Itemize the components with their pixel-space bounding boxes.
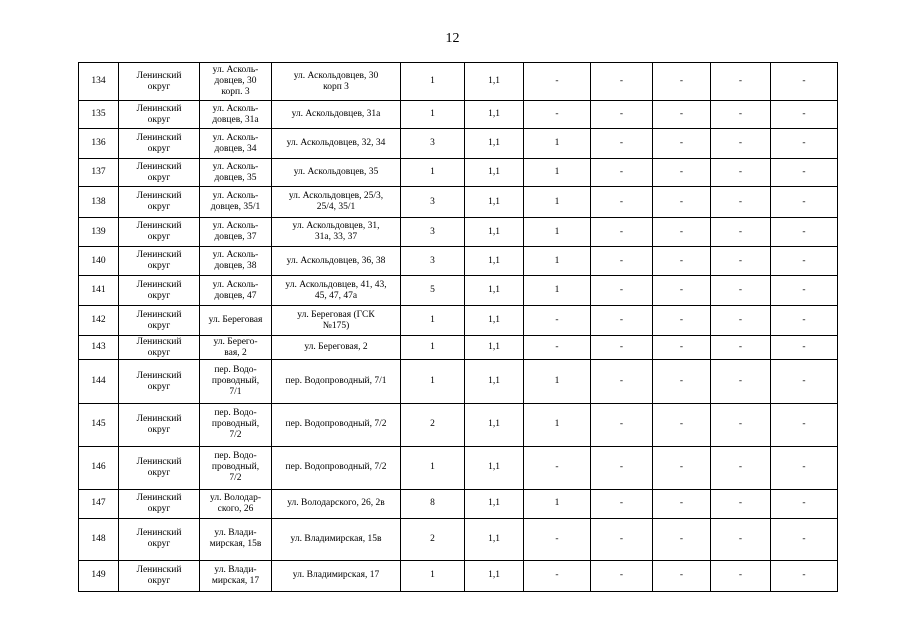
col7-cell: -	[524, 446, 591, 489]
col7-cell: 1	[524, 403, 591, 446]
col8-cell: -	[591, 489, 653, 518]
coefficient-cell: 1,1	[465, 518, 524, 560]
district-cell: Ленинский округ	[119, 101, 200, 129]
district-cell: Ленинский округ	[119, 489, 200, 518]
coefficient-cell: 1,1	[465, 403, 524, 446]
col9-cell: -	[653, 129, 711, 159]
address-short-cell: ул. Асколь- довцев, 31а	[200, 101, 272, 129]
row-number-cell: 147	[79, 489, 119, 518]
district-cell: Ленинский округ	[119, 276, 200, 306]
address-full-cell: ул. Аскольдовцев, 30 корп 3	[272, 63, 401, 101]
row-number-cell: 146	[79, 446, 119, 489]
coefficient-cell: 1,1	[465, 187, 524, 218]
address-full-cell: пер. Водопроводный, 7/2	[272, 403, 401, 446]
district-cell: Ленинский округ	[119, 403, 200, 446]
address-full-cell: ул. Береговая, 2	[272, 336, 401, 360]
district-cell: Ленинский округ	[119, 360, 200, 403]
count-cell: 1	[401, 446, 465, 489]
table-row	[79, 360, 838, 403]
coefficient-cell: 1,1	[465, 560, 524, 591]
count-cell: 1	[401, 560, 465, 591]
coefficient-cell: 1,1	[465, 159, 524, 187]
count-cell: 5	[401, 276, 465, 306]
count-cell: 1	[401, 159, 465, 187]
col7-cell: -	[524, 63, 591, 101]
address-short-cell: пер. Водо- проводный, 7/2	[200, 446, 272, 489]
col10-cell: -	[711, 360, 771, 403]
col8-cell: -	[591, 446, 653, 489]
address-full-cell: ул. Аскольдовцев, 31а	[272, 101, 401, 129]
coefficient-cell: 1,1	[465, 360, 524, 403]
count-cell: 1	[401, 336, 465, 360]
col9-cell: -	[653, 218, 711, 247]
address-short-cell: ул. Асколь- довцев, 34	[200, 129, 272, 159]
district-cell: Ленинский округ	[119, 306, 200, 336]
col10-cell: -	[711, 560, 771, 591]
col11-cell: -	[771, 218, 838, 247]
col7-cell: 1	[524, 159, 591, 187]
table-row	[79, 187, 838, 218]
coefficient-cell: 1,1	[465, 101, 524, 129]
address-full-cell: ул. Владимирская, 15в	[272, 518, 401, 560]
address-full-cell: ул. Береговая (ГСК №175)	[272, 306, 401, 336]
coefficient-cell: 1,1	[465, 276, 524, 306]
col11-cell: -	[771, 306, 838, 336]
address-short-cell: ул. Асколь- довцев, 30 корп. 3	[200, 63, 272, 101]
address-short-cell: ул. Асколь- довцев, 47	[200, 276, 272, 306]
table-row	[79, 403, 838, 446]
col9-cell: -	[653, 403, 711, 446]
col9-cell: -	[653, 360, 711, 403]
col9-cell: -	[653, 187, 711, 218]
address-full-cell: пер. Водопроводный, 7/1	[272, 360, 401, 403]
address-full-cell: пер. Водопроводный, 7/2	[272, 446, 401, 489]
district-cell: Ленинский округ	[119, 63, 200, 101]
col11-cell: -	[771, 336, 838, 360]
col10-cell: -	[711, 446, 771, 489]
col8-cell: -	[591, 159, 653, 187]
count-cell: 1	[401, 360, 465, 403]
col8-cell: -	[591, 306, 653, 336]
count-cell: 3	[401, 247, 465, 276]
address-short-cell: ул. Берего- вая, 2	[200, 336, 272, 360]
coefficient-cell: 1,1	[465, 306, 524, 336]
col10-cell: -	[711, 187, 771, 218]
col7-cell: 1	[524, 489, 591, 518]
district-cell: Ленинский округ	[119, 159, 200, 187]
registry-table	[78, 62, 838, 592]
row-number-cell: 143	[79, 336, 119, 360]
address-short-cell: пер. Водо- проводный, 7/1	[200, 360, 272, 403]
count-cell: 3	[401, 218, 465, 247]
coefficient-cell: 1,1	[465, 218, 524, 247]
coefficient-cell: 1,1	[465, 63, 524, 101]
count-cell: 1	[401, 306, 465, 336]
count-cell: 2	[401, 518, 465, 560]
col9-cell: -	[653, 560, 711, 591]
count-cell: 3	[401, 187, 465, 218]
address-short-cell: ул. Влади- мирская, 15в	[200, 518, 272, 560]
col10-cell: -	[711, 276, 771, 306]
address-short-cell: ул. Асколь- довцев, 38	[200, 247, 272, 276]
page-number: 12	[445, 31, 460, 46]
col10-cell: -	[711, 63, 771, 101]
coefficient-cell: 1,1	[465, 446, 524, 489]
table-row	[79, 560, 838, 591]
row-number-cell: 140	[79, 247, 119, 276]
address-short-cell: ул. Володар- ского, 26	[200, 489, 272, 518]
col9-cell: -	[653, 489, 711, 518]
address-short-cell: ул. Асколь- довцев, 35/1	[200, 187, 272, 218]
col8-cell: -	[591, 129, 653, 159]
col9-cell: -	[653, 336, 711, 360]
table-row	[79, 446, 838, 489]
row-number-cell: 135	[79, 101, 119, 129]
col11-cell: -	[771, 276, 838, 306]
col8-cell: -	[591, 63, 653, 101]
col9-cell: -	[653, 446, 711, 489]
col10-cell: -	[711, 306, 771, 336]
district-cell: Ленинский округ	[119, 187, 200, 218]
coefficient-cell: 1,1	[465, 336, 524, 360]
table-row	[79, 489, 838, 518]
col11-cell: -	[771, 247, 838, 276]
address-short-cell: ул. Асколь- довцев, 35	[200, 159, 272, 187]
address-full-cell: ул. Володарского, 26, 2в	[272, 489, 401, 518]
col9-cell: -	[653, 101, 711, 129]
col7-cell: 1	[524, 187, 591, 218]
row-number-cell: 148	[79, 518, 119, 560]
col11-cell: -	[771, 446, 838, 489]
col11-cell: -	[771, 489, 838, 518]
col7-cell: 1	[524, 129, 591, 159]
col8-cell: -	[591, 403, 653, 446]
col10-cell: -	[711, 403, 771, 446]
count-cell: 1	[401, 63, 465, 101]
col7-cell: 1	[524, 247, 591, 276]
col8-cell: -	[591, 360, 653, 403]
table-row	[79, 247, 838, 276]
col10-cell: -	[711, 101, 771, 129]
col7-cell: -	[524, 306, 591, 336]
col9-cell: -	[653, 159, 711, 187]
address-full-cell: ул. Аскольдовцев, 32, 34	[272, 129, 401, 159]
col10-cell: -	[711, 218, 771, 247]
row-number-cell: 139	[79, 218, 119, 247]
col7-cell: -	[524, 336, 591, 360]
district-cell: Ленинский округ	[119, 518, 200, 560]
row-number-cell: 145	[79, 403, 119, 446]
col8-cell: -	[591, 276, 653, 306]
table-row	[79, 129, 838, 159]
row-number-cell: 141	[79, 276, 119, 306]
col8-cell: -	[591, 336, 653, 360]
table-row	[79, 218, 838, 247]
district-cell: Ленинский округ	[119, 247, 200, 276]
col11-cell: -	[771, 159, 838, 187]
col8-cell: -	[591, 560, 653, 591]
col11-cell: -	[771, 560, 838, 591]
row-number-cell: 149	[79, 560, 119, 591]
col10-cell: -	[711, 247, 771, 276]
count-cell: 3	[401, 129, 465, 159]
address-full-cell: ул. Владимирская, 17	[272, 560, 401, 591]
address-full-cell: ул. Аскольдовцев, 35	[272, 159, 401, 187]
col8-cell: -	[591, 247, 653, 276]
col7-cell: -	[524, 101, 591, 129]
col10-cell: -	[711, 518, 771, 560]
district-cell: Ленинский округ	[119, 336, 200, 360]
table-row	[79, 306, 838, 336]
row-number-cell: 142	[79, 306, 119, 336]
col11-cell: -	[771, 101, 838, 129]
row-number-cell: 136	[79, 129, 119, 159]
col7-cell: -	[524, 560, 591, 591]
count-cell: 1	[401, 101, 465, 129]
col8-cell: -	[591, 518, 653, 560]
address-full-cell: ул. Аскольдовцев, 36, 38	[272, 247, 401, 276]
row-number-cell: 137	[79, 159, 119, 187]
row-number-cell: 144	[79, 360, 119, 403]
coefficient-cell: 1,1	[465, 489, 524, 518]
col11-cell: -	[771, 187, 838, 218]
col9-cell: -	[653, 247, 711, 276]
table-row	[79, 276, 838, 306]
col11-cell: -	[771, 403, 838, 446]
table-row	[79, 63, 838, 101]
coefficient-cell: 1,1	[465, 247, 524, 276]
col7-cell: 1	[524, 360, 591, 403]
col9-cell: -	[653, 63, 711, 101]
col9-cell: -	[653, 306, 711, 336]
col9-cell: -	[653, 518, 711, 560]
row-number-cell: 138	[79, 187, 119, 218]
district-cell: Ленинский округ	[119, 446, 200, 489]
col11-cell: -	[771, 360, 838, 403]
count-cell: 2	[401, 403, 465, 446]
col10-cell: -	[711, 336, 771, 360]
row-number-cell: 134	[79, 63, 119, 101]
col7-cell: 1	[524, 276, 591, 306]
col9-cell: -	[653, 276, 711, 306]
district-cell: Ленинский округ	[119, 218, 200, 247]
address-short-cell: пер. Водо- проводный, 7/2	[200, 403, 272, 446]
address-full-cell: ул. Аскольдовцев, 25/3, 25/4, 35/1	[272, 187, 401, 218]
district-cell: Ленинский округ	[119, 560, 200, 591]
col7-cell: 1	[524, 218, 591, 247]
col8-cell: -	[591, 101, 653, 129]
col10-cell: -	[711, 159, 771, 187]
col11-cell: -	[771, 518, 838, 560]
address-short-cell: ул. Асколь- довцев, 37	[200, 218, 272, 247]
coefficient-cell: 1,1	[465, 129, 524, 159]
address-short-cell: ул. Береговая	[200, 306, 272, 336]
address-full-cell: ул. Аскольдовцев, 31, 31а, 33, 37	[272, 218, 401, 247]
col8-cell: -	[591, 187, 653, 218]
col11-cell: -	[771, 63, 838, 101]
table-row	[79, 101, 838, 129]
col7-cell: -	[524, 518, 591, 560]
registry-table-body	[79, 63, 838, 592]
address-short-cell: ул. Влади- мирская, 17	[200, 560, 272, 591]
district-cell: Ленинский округ	[119, 129, 200, 159]
count-cell: 8	[401, 489, 465, 518]
table-row	[79, 336, 838, 360]
col8-cell: -	[591, 218, 653, 247]
table-row	[79, 518, 838, 560]
col10-cell: -	[711, 129, 771, 159]
table-row	[79, 159, 838, 187]
col10-cell: -	[711, 489, 771, 518]
address-full-cell: ул. Аскольдовцев, 41, 43, 45, 47, 47а	[272, 276, 401, 306]
col11-cell: -	[771, 129, 838, 159]
